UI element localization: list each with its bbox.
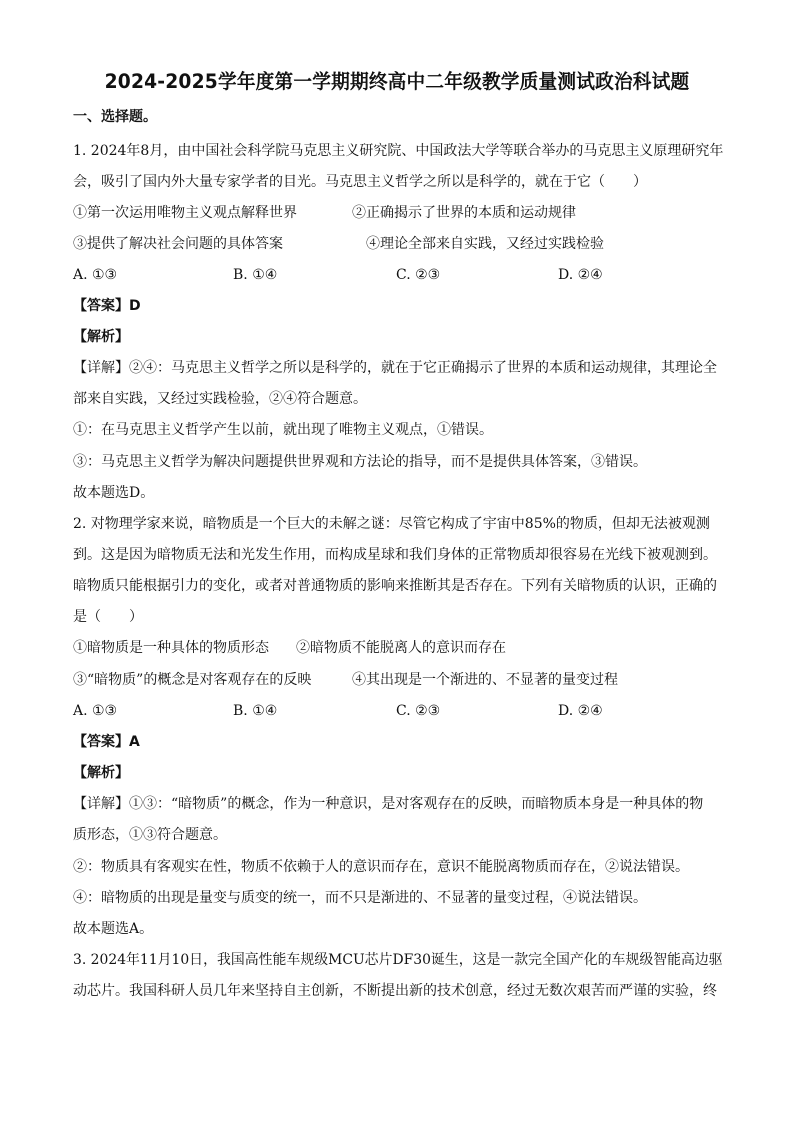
q1-stem-line-2: 会，吸引了国内外大量专家学者的目光。马克思主义哲学之所以是科学的，就在于它（ ） [73, 174, 647, 190]
q2-answer: 【答案】A [73, 734, 140, 750]
q2-detail-line-4: ④：暗物质的出现是量变与质变的统一，而不只是渐进的、不显著的量变过程，④说法错误。 [73, 890, 647, 906]
q1-detail-line-1: 【详解】②④：马克思主义哲学之所以是科学的，就在于它正确揭示了世界的本质和运动规律，其理论全 [73, 360, 717, 376]
q1-statement-2: ②正确揭示了世界的本质和运动规律 [352, 205, 576, 221]
q1-statement-4: ④理论全部来自实践，又经过实践检验 [366, 236, 604, 252]
q2-option-a: A. ①③ [73, 703, 118, 719]
q1-answer: 【答案】D [73, 298, 141, 314]
section-heading: 一、选择题。 [73, 109, 157, 125]
q2-detail-line-2: 质形态，①③符合题意。 [73, 827, 227, 843]
q1-conclusion: 故本题选D。 [73, 485, 155, 501]
q1-option-b: B. ①④ [233, 267, 278, 283]
page-title: 2024-2025学年度第一学期期终高中二年级教学质量测试政治科试题 [104, 70, 690, 93]
q3-stem-line-1: 3. 2024年11月10日，我国高性能车规级MCU芯片DF30诞生，这是一款完全国产化的车规级智能高边驱 [73, 952, 723, 968]
q1-detail-line-3: ①：在马克思主义哲学产生以前，就出现了唯物主义观点，①错误。 [73, 422, 493, 438]
q1-option-d: D. ②④ [558, 267, 603, 283]
q1-statement-3: ③提供了解决社会问题的具体答案 [73, 236, 283, 252]
q2-detail-line-3: ②：物质具有客观实在性，物质不依赖于人的意识而存在，意识不能脱离物质而存在，②说法错误。 [73, 859, 689, 875]
q2-analysis-label: 【解析】 [73, 765, 129, 781]
q1-detail-line-2: 部来自实践，又经过实践检验，②④符合题意。 [73, 391, 367, 407]
q1-analysis-label: 【解析】 [73, 329, 129, 345]
q2-stem-line-2: 到。这是因为暗物质无法和光发生作用，而构成星球和我们身体的正常物质却很容易在光线下被观测到。 [73, 547, 717, 563]
q2-stem-line-1: 2. 对物理学家来说，暗物质是一个巨大的未解之谜：尽管它构成了宇宙中85%的物质，但却无法被观测 [73, 516, 710, 532]
q2-conclusion: 故本题选A。 [73, 921, 154, 937]
q1-statement-1: ①第一次运用唯物主义观点解释世界 [73, 205, 297, 221]
q2-statement-1: ①暗物质是一种具体的物质形态 [73, 640, 269, 656]
q2-detail-line-1: 【详解】①③：“暗物质”的概念，作为一种意识，是对客观存在的反映，而暗物质本身是一种具体的物 [73, 796, 704, 812]
q2-stem-line-4: 是（ ） [73, 609, 143, 625]
q1-option-a: A. ①③ [73, 267, 118, 283]
q2-option-c: C. ②③ [396, 703, 441, 719]
q2-statement-3: ③“暗物质”的概念是对客观存在的反映 [73, 672, 312, 688]
q1-detail-line-4: ③：马克思主义哲学为解决问题提供世界观和方法论的指导，而不是提供具体答案，③错误。 [73, 454, 647, 470]
q2-option-b: B. ①④ [233, 703, 278, 719]
q2-stem-line-3: 暗物质只能根据引力的变化，或者对普通物质的影响来推断其是否存在。下列有关暗物质的认识，正确的 [73, 578, 717, 594]
q2-statement-2: ②暗物质不能脱离人的意识而存在 [296, 640, 506, 656]
q1-stem-line-1: 1. 2024年8月，由中国社会科学院马克思主义研究院、中国政法大学等联合举办的马克思主义原理研究年 [73, 143, 724, 159]
q2-statement-4: ④其出现是一个渐进的、不显著的量变过程 [352, 672, 618, 688]
q2-option-d: D. ②④ [558, 703, 603, 719]
q3-stem-line-2: 动芯片。我国科研人员几年来坚持自主创新，不断提出新的技术创意，经过无数次艰苦而严谨的实验，终 [73, 983, 717, 999]
q1-option-c: C. ②③ [396, 267, 441, 283]
